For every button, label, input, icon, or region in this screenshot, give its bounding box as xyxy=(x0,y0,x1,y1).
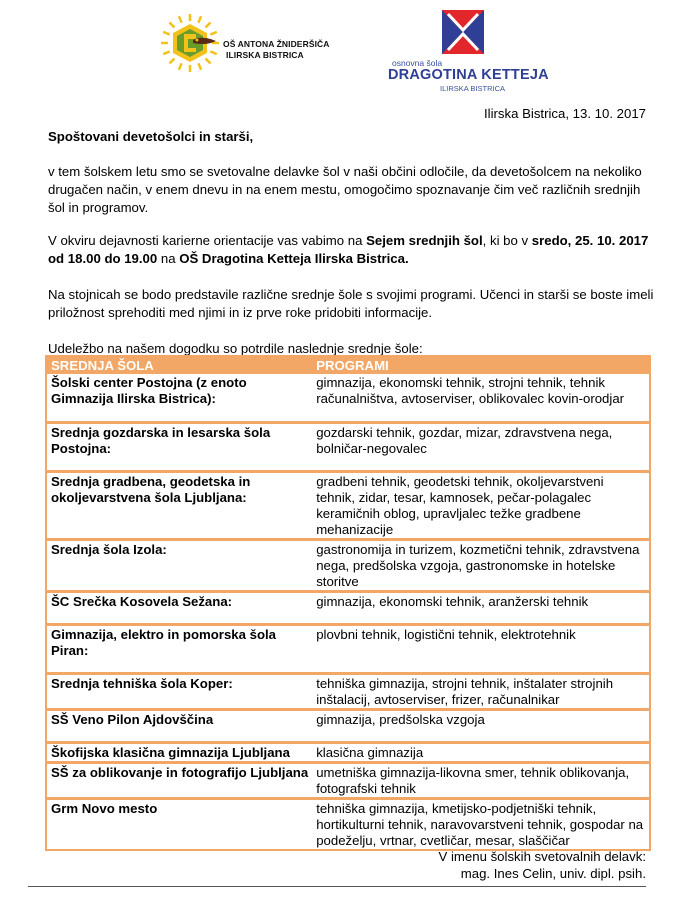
table-row xyxy=(46,624,650,673)
table-row xyxy=(46,673,650,709)
programs-cell: klasična gimnazija xyxy=(312,742,650,762)
stands-paragraph: Na stojnicah se bodo predstavile različne srednje šole s svojimi programi. Učenci in starši se boste imeli priložnost sprehoditi med njimi in iz prve roke pridobiti informacije. xyxy=(48,287,654,320)
header-programs: PROGRAMI xyxy=(312,356,650,374)
table-row xyxy=(46,374,650,422)
table-row xyxy=(46,471,650,539)
letter-date: Ilirska Bistrica, 13. 10. 2017 xyxy=(484,106,646,121)
left-logo-line2: ILIRSKA BISTRICA xyxy=(226,50,304,60)
school-flag-emblem-icon xyxy=(440,8,486,56)
programs-cell: gimnazija, ekonomski tehnik, aranžerski tehnik xyxy=(312,591,650,624)
school-logo-right xyxy=(388,8,549,93)
programs-cell: umetniška gimnazija-likovna smer, tehnik oblikovanja, fotografski tehnik xyxy=(312,762,650,798)
left-logo-line1: OŠ ANTONA ŽNIDERŠIČA xyxy=(223,39,330,49)
table-row xyxy=(46,742,650,762)
header-school: SREDNJA ŠOLA xyxy=(46,356,312,374)
table-row xyxy=(46,709,650,742)
intro-paragraph: v tem šolskem letu smo se svetovalne delavke šol v naši občini odločile, da devetošolcem na nekoliko drugačen način, v enem dnevu in na enem mestu, omogočimo spoznavanje čim več različnih srednjih šol in programov. xyxy=(48,164,642,215)
right-logo-title: DRAGOTINA KETTEJA xyxy=(388,67,549,83)
signature-line2: mag. Ines Celin, univ. dipl. psih. xyxy=(460,866,646,881)
school-name-cell: Srednja gozdarska in lesarska šola Postojna: xyxy=(46,422,312,471)
school-sun-emblem-icon xyxy=(160,12,220,74)
school-name-cell: Srednja šola Izola: xyxy=(46,539,312,591)
invitation-text-2: , ki bo v xyxy=(482,233,532,248)
signature xyxy=(439,848,646,882)
event-name: Sejem srednjih šol xyxy=(366,233,483,248)
school-name-cell: Šolski center Postojna (z enoto Gimnazija Ilirska Bistrica): xyxy=(51,375,247,406)
school-name-cell: Grm Novo mesto xyxy=(46,798,312,850)
school-name-cell: Škofijska klasična gimnazija Ljubljana xyxy=(46,742,312,762)
programs-cell: gradbeni tehnik, geodetski tehnik, okoljevarstveni tehnik, zidar, tesar, kamnosek, pečar-polagalec keramičnih oblog, upravljalec težke gradbene mehanizacije xyxy=(312,471,650,539)
schools-table xyxy=(45,355,651,851)
right-logo-small-text: osnovna šola xyxy=(392,58,443,68)
school-name-cell: SŠ Veno Pilon Ajdovščina xyxy=(46,709,312,742)
greeting: Spoštovani devetošolci in starši, xyxy=(48,129,254,144)
participants-intro: Udeležbo na našem dogodku so potrdile naslednje srednje šole: xyxy=(48,341,423,356)
school-name-cell: Srednja tehniška šola Koper: xyxy=(46,673,312,709)
programs-cell: tehniška gimnazija, strojni tehnik, inštalater strojnih inštalacij, avtoserviser, frizer, računalnikar xyxy=(312,673,650,709)
school-name-cell: Gimnazija, elektro in pomorska šola Piran: xyxy=(46,624,312,673)
programs-cell: gimnazija, ekonomski tehnik, strojni tehnik, tehnik računalništva, avtoserviser, oblikovalec kovin-orodjar xyxy=(316,375,625,406)
table-header-row xyxy=(46,356,650,374)
programs-cell: gimnazija, predšolska vzgoja xyxy=(312,709,650,742)
footer-divider xyxy=(28,886,646,887)
school-name-cell: ŠC Srečka Kosovela Sežana: xyxy=(46,591,312,624)
event-datetime: sredo, 25. 10. 2017 od 18.00 do 19.00 xyxy=(48,233,649,266)
invitation-text-1: V okviru dejavnosti karierne orientacije vas vabimo na xyxy=(48,233,367,248)
invitation-text-3: na xyxy=(157,251,180,266)
table-row xyxy=(46,798,650,850)
invitation-paragraph xyxy=(48,232,658,268)
table-row xyxy=(46,539,650,591)
programs-cell: plovbni tehnik, logistični tehnik, elektrotehnik xyxy=(312,624,650,673)
right-logo-subtitle: ILIRSKA BISTRICA xyxy=(440,84,506,93)
programs-cell: gozdarski tehnik, gozdar, mizar, zdravstvena nega, bolničar-negovalec xyxy=(312,422,650,471)
signature-line1: V imenu šolskih svetovalnih delavk: xyxy=(438,849,646,864)
school-name-cell: Srednja gradbena, geodetska in okoljevarstvena šola Ljubljana: xyxy=(46,471,312,539)
event-location: OŠ Dragotina Ketteja Ilirska Bistrica. xyxy=(179,251,409,266)
programs-cell: gastronomija in turizem, kozmetični tehnik, zdravstvena nega, predšolska vzgoja, gastronomske in hotelske storitve xyxy=(312,539,650,591)
left-logo-text xyxy=(223,39,330,61)
programs-cell: tehniška gimnazija, kmetijsko-podjetniški tehnik, hortikulturni tehnik, naravovarstveni tehnik, gospodar na podeželju, vrtnar, cvetličar, mesar, slaščičar xyxy=(312,798,650,850)
table-row xyxy=(46,762,650,798)
table-row xyxy=(46,422,650,471)
table-row xyxy=(46,591,650,624)
school-logo-left xyxy=(160,12,345,74)
school-name-cell: SŠ za oblikovanje in fotografijo Ljubljana xyxy=(46,762,312,798)
